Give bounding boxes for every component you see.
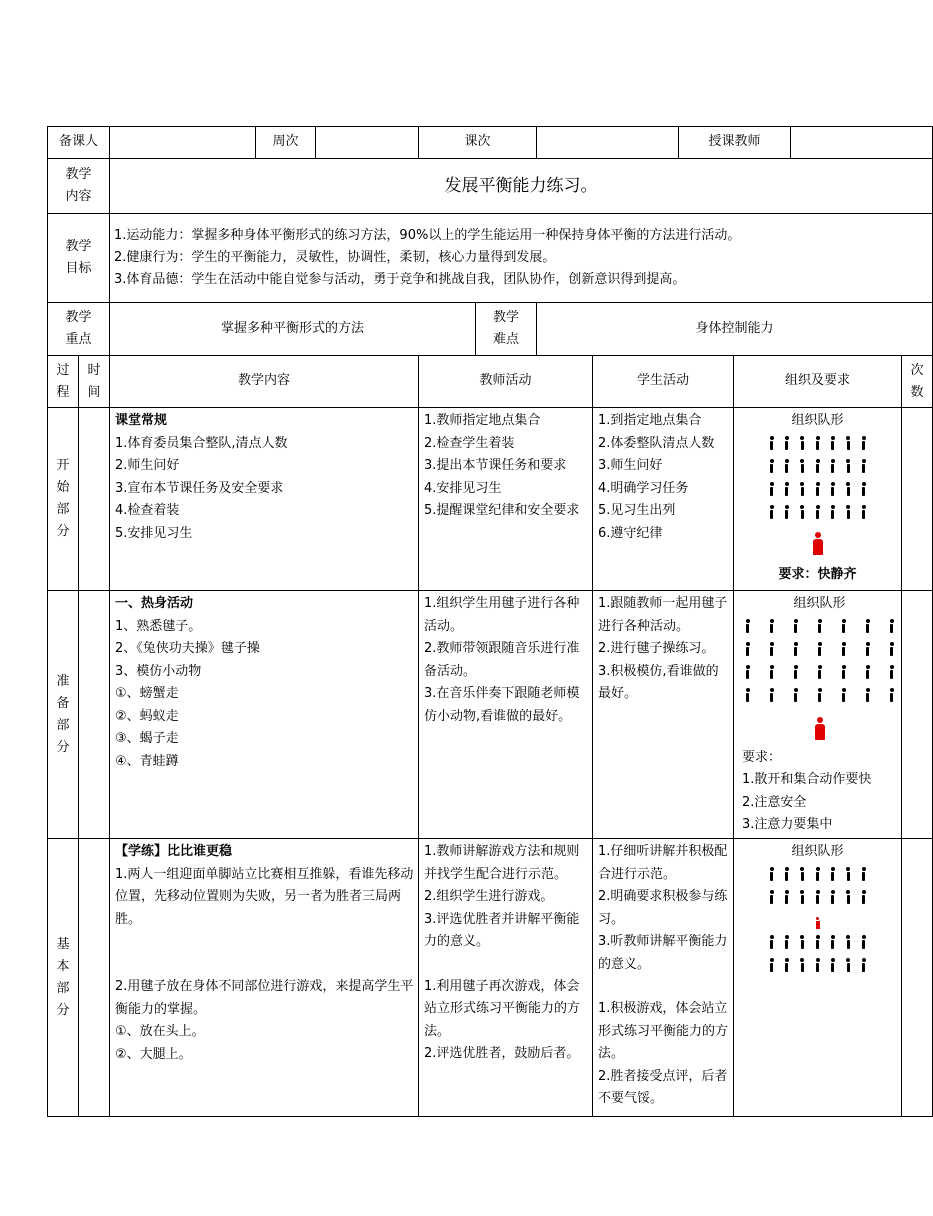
key-point-label: 教学 重点 — [48, 303, 110, 356]
student-figure-icon — [768, 482, 776, 496]
student-row — [768, 867, 868, 890]
student-figure-icon — [829, 436, 837, 450]
time-cell — [79, 591, 110, 839]
student-figure-icon — [844, 890, 852, 904]
student-cell: 1.跟随教师一起用毽子进行各种活动。 2.进行毽子操练习。 3.积极模仿,看谁做的最好。 — [593, 591, 734, 839]
student-figure-icon — [814, 867, 822, 881]
student-figure-icon — [783, 890, 791, 904]
student-figure-icon — [860, 459, 868, 473]
student-row — [768, 958, 868, 981]
student-cell: 1.到指定地点集合 2.体委整队清点人数 3.师生问好 4.明确学习任务 5.见习生出列 6.遵守纪律 — [593, 408, 734, 591]
stage-label: 基 本 部 分 — [48, 839, 79, 1117]
formation-title: 组织队形 — [791, 413, 844, 428]
content-row — [48, 159, 933, 214]
student-figure-icon — [768, 867, 776, 881]
formation-diagram — [738, 436, 897, 558]
stage-label: 准 备 部 分 — [48, 591, 79, 839]
difficulty-label: 教学 难点 — [476, 303, 537, 356]
student-figure-icon — [860, 505, 868, 519]
header-row — [48, 127, 933, 159]
student-figure-icon — [798, 935, 806, 949]
student-figure-icon — [840, 619, 848, 633]
student-row — [768, 935, 868, 958]
teacher-label: 授课教师 — [679, 127, 791, 159]
student-figure-icon — [864, 688, 872, 702]
student-figure-icon — [814, 459, 822, 473]
org-cell — [734, 839, 902, 1117]
student-figure-icon — [814, 935, 822, 949]
preparer-value[interactable] — [110, 127, 256, 159]
student-figure-icon — [816, 642, 824, 656]
week-label: 周次 — [256, 127, 316, 159]
student-figure-icon — [768, 642, 776, 656]
col-time: 时 间 — [79, 356, 110, 408]
teacher-figure-icon — [813, 717, 827, 741]
student-figure-icon — [860, 482, 868, 496]
formation-diagram — [738, 867, 897, 981]
teacher-cell: 1.教师讲解游戏方法和规则并找学生配合进行示范。 2.组织学生进行游戏。 3.评选优胜者并讲解平衡能力的意义。 1.利用毽子再次游戏，体会站立形式练习平衡能力的方法。 2.评选优胜者，鼓励后者。 — [419, 839, 593, 1117]
student-figure-icon — [829, 935, 837, 949]
student-row — [744, 619, 896, 642]
student-row — [768, 890, 868, 913]
student-figure-icon — [792, 642, 800, 656]
teacher-figure — [738, 913, 897, 935]
goal-item: 1.运动能力：掌握多种身体平衡形式的练习方法，90%以上的学生能运用一种保持身体平衡的方法进行活动。 — [114, 228, 741, 243]
stage-label: 开 始 部 分 — [48, 408, 79, 591]
content-cell: 一、热身活动 1、熟悉毽子。 2、《兔侠功夫操》毽子操 3、模仿小动物 ①、螃蟹走 ②、蚂蚁走 ③、蝎子走 ④、青蛙蹲 — [110, 591, 419, 839]
student-figure-icon — [844, 867, 852, 881]
key-point-text: 掌握多种平衡形式的方法 — [110, 303, 476, 356]
goals-label: 教学 目标 — [48, 214, 110, 303]
student-figure-icon — [816, 619, 824, 633]
week-value[interactable] — [316, 127, 419, 159]
content-cell: 课堂常规 1.体育委员集合整队,清点人数 2.师生问好 3.宣布本节课任务及安全要求 4.检查着装 5.安排见习生 — [110, 408, 419, 591]
student-row — [744, 642, 896, 665]
section-main — [48, 839, 933, 1117]
preparer-label: 备课人 — [48, 127, 110, 159]
student-figure-icon — [888, 688, 896, 702]
student-figure-icon — [798, 436, 806, 450]
org-cell — [734, 408, 902, 591]
student-figure-icon — [844, 935, 852, 949]
lesson-plan-sheet — [47, 126, 924, 1117]
student-figure-icon — [768, 688, 776, 702]
time-cell — [79, 839, 110, 1117]
times-cell — [902, 591, 933, 839]
student-figure-icon — [768, 619, 776, 633]
col-content: 教学内容 — [110, 356, 419, 408]
student-figure-icon — [860, 935, 868, 949]
student-figure-icon — [814, 482, 822, 496]
student-figure-icon — [783, 505, 791, 519]
student-figure-icon — [840, 688, 848, 702]
student-figure-icon — [768, 436, 776, 450]
student-figure-icon — [768, 890, 776, 904]
goals-list — [110, 214, 933, 303]
student-cell: 1.仔细听讲解并积极配合进行示范。 2.明确要求积极参与练习。 3.听教师讲解平衡能力的意义。 1.积极游戏，体会站立形式练习平衡能力的方法。 2.胜者接受点评，后者不要气馁。 — [593, 839, 734, 1117]
student-figure-icon — [798, 482, 806, 496]
teacher-cell: 1.组织学生用毽子进行各种活动。 2.教师带领跟随音乐进行准备活动。 3.在音乐伴奏下跟随老师模仿小动物,看谁做的最好。 — [419, 591, 593, 839]
student-row — [768, 482, 868, 505]
student-figure-icon — [798, 890, 806, 904]
student-figure-icon — [768, 459, 776, 473]
teacher-figure — [742, 717, 897, 745]
teacher-cell: 1.教师指定地点集合 2.检查学生着装 3.提出本节课任务和要求 4.安排见习生 5.提醒课堂纪律和安全要求 — [419, 408, 593, 591]
student-figure-icon — [829, 890, 837, 904]
student-figure-icon — [798, 958, 806, 972]
section-start — [48, 408, 933, 591]
col-student: 学生活动 — [593, 356, 734, 408]
times-cell — [902, 408, 933, 591]
lesson-plan-table — [47, 126, 933, 1117]
section-prep — [48, 591, 933, 839]
student-figure-icon — [829, 867, 837, 881]
difficulty-text: 身体控制能力 — [537, 303, 933, 356]
student-figure-icon — [814, 958, 822, 972]
goal-item: 3.体育品德：学生在活动中能自觉参与活动，勇于竞争和挑战自我，团队协作，创新意识得到提高。 — [114, 272, 686, 287]
student-figure-icon — [744, 688, 752, 702]
student-figure-icon — [792, 688, 800, 702]
student-row — [744, 688, 896, 711]
student-figure-icon — [783, 436, 791, 450]
student-figure-icon — [792, 619, 800, 633]
student-figure-icon — [860, 867, 868, 881]
student-figure-icon — [798, 459, 806, 473]
time-cell — [79, 408, 110, 591]
col-teacher: 教师活动 — [419, 356, 593, 408]
student-row — [744, 665, 896, 688]
student-figure-icon — [783, 935, 791, 949]
student-figure-icon — [829, 505, 837, 519]
student-figure-icon — [744, 619, 752, 633]
student-figure-icon — [829, 958, 837, 972]
student-figure-icon — [792, 665, 800, 679]
content-cell: 【学练】比比谁更稳 1.两人一组迎面单脚站立比赛相互推躲，看谁先移动位置，先移动位置则为失败，另一者为胜者三局两胜。 2.用毽子放在身体不同部位进行游戏，来提高学生平衡能力的掌握。 ①、放在头上。 ②、大腿上。 — [110, 839, 419, 1117]
student-figure-icon — [888, 619, 896, 633]
goals-row — [48, 214, 933, 303]
requirement: 要求：快静齐 — [778, 566, 857, 582]
student-figure-icon — [860, 436, 868, 450]
student-figure-icon — [864, 642, 872, 656]
student-figure-icon — [798, 505, 806, 519]
student-figure-icon — [829, 482, 837, 496]
student-figure-icon — [864, 665, 872, 679]
requirements: 要求： 1.散开和集合动作要快 2.注意安全 3.注意力要集中 — [742, 749, 872, 832]
student-figure-icon — [814, 890, 822, 904]
student-figure-icon — [844, 482, 852, 496]
student-figure-icon — [814, 436, 822, 450]
org-cell — [734, 591, 902, 839]
lesson-no-value[interactable] — [537, 127, 679, 159]
student-figure-icon — [783, 958, 791, 972]
student-figure-icon — [768, 505, 776, 519]
col-process: 过 程 — [48, 356, 79, 408]
student-row — [768, 505, 868, 528]
student-figure-icon — [864, 619, 872, 633]
student-figure-icon — [783, 867, 791, 881]
student-figure-icon — [768, 665, 776, 679]
student-figure-icon — [860, 890, 868, 904]
col-times: 次 数 — [902, 356, 933, 408]
student-figure-icon — [783, 459, 791, 473]
student-figure-icon — [744, 665, 752, 679]
student-figure-icon — [816, 665, 824, 679]
student-figure-icon — [768, 958, 776, 972]
content-label: 教学 内容 — [48, 159, 110, 214]
student-figure-icon — [860, 958, 868, 972]
formation-diagram — [742, 619, 897, 745]
student-figure-icon — [783, 482, 791, 496]
teacher-figure-icon — [811, 532, 825, 556]
student-row — [768, 436, 868, 459]
col-org: 组织及要求 — [734, 356, 902, 408]
student-figure-icon — [844, 459, 852, 473]
lesson-no-label: 课次 — [419, 127, 537, 159]
formation-title: 组织队形 — [793, 596, 846, 611]
goal-item: 2.健康行为：学生的平衡能力，灵敏性，协调性，柔韧，核心力量得到发展。 — [114, 250, 556, 265]
student-figure-icon — [844, 436, 852, 450]
student-figure-icon — [816, 688, 824, 702]
student-figure-icon — [798, 867, 806, 881]
teacher-value[interactable] — [791, 127, 933, 159]
student-figure-icon — [888, 665, 896, 679]
formation-title: 组织队形 — [791, 844, 844, 859]
student-figure-icon — [840, 665, 848, 679]
student-figure-icon — [840, 642, 848, 656]
student-row — [768, 459, 868, 482]
lesson-title: 发展平衡能力练习。 — [110, 159, 933, 214]
student-figure-icon — [744, 642, 752, 656]
teacher-figure — [738, 532, 897, 558]
student-figure-icon — [829, 459, 837, 473]
column-header-row — [48, 356, 933, 408]
teacher-figure-icon — [815, 917, 821, 929]
student-figure-icon — [768, 935, 776, 949]
student-figure-icon — [844, 505, 852, 519]
focus-row — [48, 303, 933, 356]
student-figure-icon — [844, 958, 852, 972]
student-figure-icon — [814, 505, 822, 519]
times-cell — [902, 839, 933, 1117]
student-figure-icon — [888, 642, 896, 656]
